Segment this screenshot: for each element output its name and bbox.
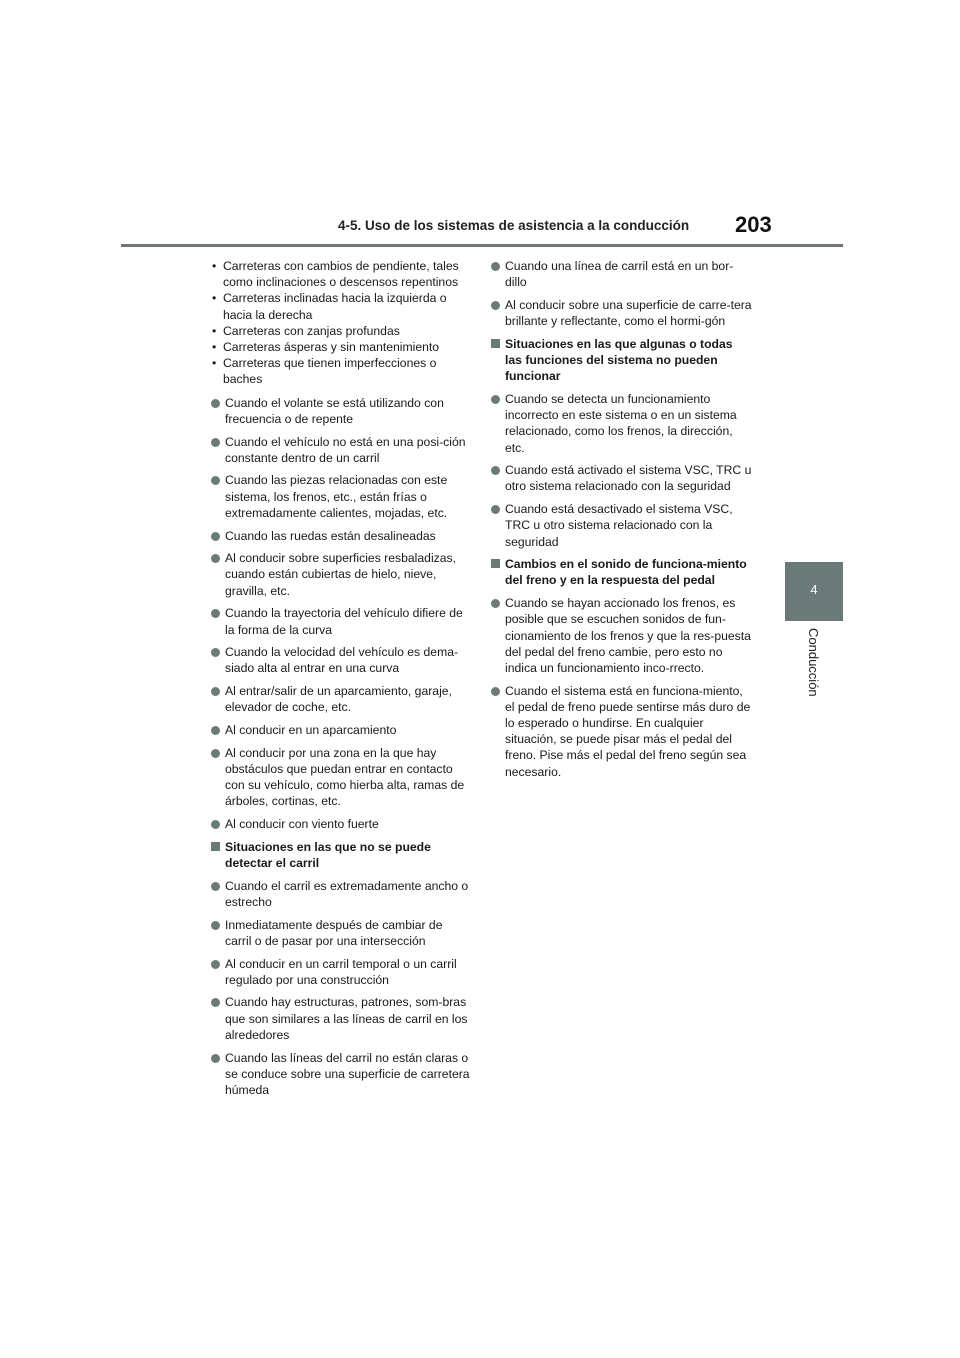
list-item: Cuando se detecta un funcionamiento incorrecto en este sistema o en un sistema relacionado, como los frenos, la dirección, etc. bbox=[490, 391, 752, 456]
list-item: Cuando las piezas relacionadas con este sistema, los frenos, etc., están frías o extremadamente calientes, mojadas, etc. bbox=[210, 472, 472, 521]
list-item: Al conducir en un aparcamiento bbox=[210, 722, 472, 738]
bullet-dot-icon: • bbox=[212, 259, 217, 273]
list-item: • Carreteras con cambios de pendiente, tales como inclinaciones o descensos repentinos bbox=[212, 259, 459, 290]
circle-bullet-icon bbox=[491, 505, 500, 514]
section-heading-system-functions: Situaciones en las que algunas o todas las funciones del sistema no pueden funcionar bbox=[490, 336, 752, 385]
circle-bullet-icon bbox=[211, 960, 220, 969]
circle-bullet-icon bbox=[211, 609, 220, 618]
circle-bullet-icon bbox=[211, 820, 220, 829]
list-item: Cuando las líneas del carril no están claras o se conduce sobre una superficie de carretera húmeda bbox=[210, 1050, 472, 1099]
list-item: • Carreteras que tienen imperfecciones o baches bbox=[212, 356, 437, 387]
list-item: Al conducir con viento fuerte bbox=[210, 816, 472, 832]
section-heading-lane-detection: Situaciones en las que no se puede detectar el carril bbox=[210, 839, 472, 871]
square-bullet-icon bbox=[211, 842, 220, 851]
list-item: Al conducir sobre una superficie de carre-tera brillante y reflectante, como el hormi-gón bbox=[490, 297, 752, 329]
circle-bullet-icon bbox=[491, 301, 500, 310]
road-conditions-list bbox=[210, 258, 472, 388]
circle-bullet-icon bbox=[211, 1054, 220, 1063]
list-item: • Carreteras con zanjas profundas bbox=[212, 323, 400, 338]
list-item: Al conducir en un carril temporal o un carril regulado por una construcción bbox=[210, 956, 472, 988]
circle-bullet-icon bbox=[211, 687, 220, 696]
list-item: Cuando las ruedas están desalineadas bbox=[210, 528, 472, 544]
circle-bullet-icon bbox=[211, 726, 220, 735]
square-bullet-icon bbox=[491, 559, 500, 568]
list-item: Cuando la trayectoria del vehículo difiere de la forma de la curva bbox=[210, 605, 472, 637]
section-title: 4-5. Uso de los sistemas de asistencia a la conducción bbox=[338, 218, 690, 233]
list-item: • Carreteras ásperas y sin mantenimiento bbox=[212, 340, 440, 355]
chapter-number: 4 bbox=[810, 582, 818, 597]
circle-bullet-icon bbox=[211, 998, 220, 1007]
left-column bbox=[210, 258, 472, 1105]
list-item: Cuando el volante se está utilizando con frecuencia o de repente bbox=[210, 395, 472, 427]
circle-bullet-icon bbox=[211, 438, 220, 447]
circle-bullet-icon bbox=[491, 395, 500, 404]
circle-bullet-icon bbox=[491, 466, 500, 475]
circle-bullet-icon bbox=[491, 599, 500, 608]
circle-bullet-icon bbox=[491, 687, 500, 696]
list-item: Al conducir sobre superficies resbaladizas, cuando están cubiertas de hielo, nieve, gravilla, etc. bbox=[210, 550, 472, 599]
circle-bullet-icon bbox=[211, 749, 220, 758]
list-item: Cuando una línea de carril está en un bor-dillo bbox=[490, 258, 752, 290]
circle-bullet-icon bbox=[211, 399, 220, 408]
bullet-dot-icon: • bbox=[212, 340, 217, 355]
header-divider bbox=[121, 244, 843, 247]
list-item: Al conducir por una zona en la que hay obstáculos que puedan entrar en contacto con su vehículo, como hierba alta, ramas de árboles, cortinas, etc. bbox=[210, 745, 472, 810]
list-item: Cuando el carril es extremadamente ancho o estrecho bbox=[210, 878, 472, 910]
square-bullet-icon bbox=[491, 339, 500, 348]
list-item: Cuando está activado el sistema VSC, TRC u otro sistema relacionado con la seguridad bbox=[490, 462, 752, 494]
right-column bbox=[490, 258, 752, 786]
circle-bullet-icon bbox=[211, 476, 220, 485]
list-item: Cuando se hayan accionado los frenos, es posible que se escuchen sonidos de fun-cionamiento de los frenos y que la res-puesta del pedal del freno cambie, pero esto no indica un funcionamiento inco-rrecto. bbox=[490, 595, 752, 676]
list-item: Inmediatamente después de cambiar de carril o de pasar por una intersección bbox=[210, 917, 472, 949]
circle-bullet-icon bbox=[211, 554, 220, 563]
list-item: Cuando la velocidad del vehículo es dema-siado alta al entrar en una curva bbox=[210, 644, 472, 676]
section-heading-brake-changes: Cambios en el sonido de funciona-miento del freno y en la respuesta del pedal bbox=[490, 556, 752, 588]
circle-bullet-icon bbox=[491, 262, 500, 271]
chapter-label: Conducción bbox=[806, 628, 821, 697]
list-item: Cuando el sistema está en funciona-miento, el pedal de freno puede sentirse más duro de lo esperado o hundirse. En cualquier situación, se puede pisar más el pedal del freno. Pise más el pedal del freno según sea necesario. bbox=[490, 683, 752, 780]
list-item: Cuando hay estructuras, patrones, som-bras que son similares a las líneas de carril en los alrededores bbox=[210, 994, 472, 1043]
circle-bullet-icon bbox=[211, 921, 220, 930]
bullet-dot-icon: • bbox=[212, 291, 217, 306]
list-item: • Carreteras inclinadas hacia la izquierda o hacia la derecha bbox=[212, 291, 447, 322]
list-item: Al entrar/salir de un aparcamiento, garaje, elevador de coche, etc. bbox=[210, 683, 472, 715]
circle-bullet-icon bbox=[211, 882, 220, 891]
list-item: Cuando está desactivado el sistema VSC, TRC u otro sistema relacionado con la seguridad bbox=[490, 501, 752, 550]
circle-bullet-icon bbox=[211, 648, 220, 657]
circle-bullet-icon bbox=[211, 532, 220, 541]
chapter-tab[interactable] bbox=[785, 562, 843, 621]
bullet-dot-icon: • bbox=[212, 323, 217, 338]
bullet-dot-icon: • bbox=[212, 356, 217, 371]
page-number: 203 bbox=[735, 212, 772, 237]
list-item: Cuando el vehículo no está en una posi-ción constante dentro de un carril bbox=[210, 434, 472, 466]
